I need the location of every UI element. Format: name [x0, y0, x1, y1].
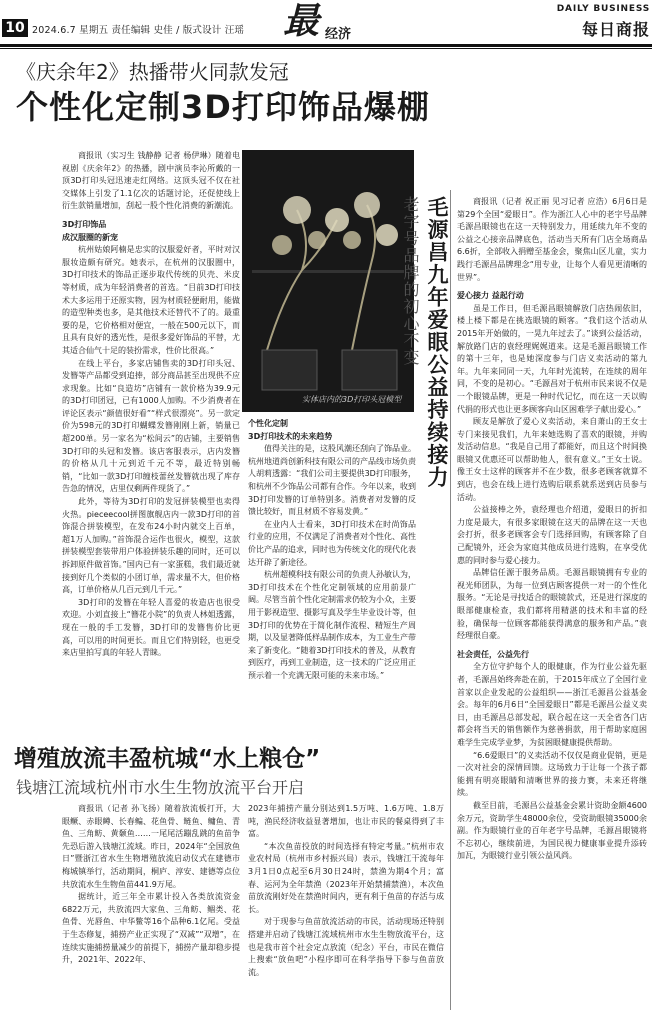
article2-vertical-headline: 毛源昌九年爱眼公益持续接力 [425, 196, 449, 489]
article1-kicker: 《庆余年2》热播带火同款发冠 [16, 60, 289, 84]
article3-paragraph: 2023年捕捞产量分别达到1.5万吨、1.6万吨、1.8万吨，渔民经济收益显著增加，也让市民的餐桌得到了丰富。 [248, 804, 444, 839]
article2-paragraph: 截至目前，毛源昌公益基金会累计资助金额4600余万元，资助学生48000余位，受资助眼镜35000余副。作为眼镜行业的百年老字号品牌，毛源昌眼镜将不忘初心，继续前进，为国民视力健康事业提升添砖加瓦，为眼镜行业引领公益风尚。 [457, 800, 647, 861]
masthead-big-char: 最 [283, 0, 320, 42]
article2-paragraph: 虽是工作日，但毛源昌眼镜解放门店热闹依旧，楼上楼下都是在挑选眼镜的顾客。“我们这个活动从2015年开始做的，一晃九年过去了。”谈到公益活动，解放路门店的袁经理娓娓道来。这是毛源昌眼镜工作的第十三年，也是她深度参与门店义卖活动的第九年。九年来同同一天，九年时光流转，在连续的周年同，不变的是初心。“毛源昌对于杭州市民来说不仅是一个眼镜品牌，更是一种时代记忆，而在这一天以购代捐的形式也让更多顾客向山区困难学子献出爱心。” [457, 303, 647, 414]
article1-subhead-2: 个性化定制 3D打印技术的未来趋势 [248, 419, 333, 441]
daily-business-label: DAILY BUSINESS [556, 4, 650, 14]
article3-paragraph: 据统计，近三年全市累计投入各类放流资金6822万元，共放流四大家鱼、三角鲂、鲴类、花鱼骨、光唇鱼、中华鳖等16个品种6.1亿尾。受益于生态修复，捕捞产业正实现了“双减”“双增”，在连续实施捕捞量减少的前提下，捕捞产量却稳步提升，2021年、2022年、 [62, 892, 240, 965]
article1-paragraph: 杭州姑娘阿楠是忠实的汉服爱好者，平时对汉服妆造颇有研究。她表示，在杭州的汉服圈中，3D打印技术的饰品正逐步取代传统的贝壳、米皮等材质，成为年轻消费者的首选。“目前3D打印技术大多运用于还原实物，因为材质轻便耐用，能做的造型种类也多，是其他技术还替代不了的。最重要的是，它价格相对便宜，一般在500元以下，而且具有良好的透光性，是很多爱好饰品的平替，尤其适合仙气十足的装扮需求，性价比很高。” [62, 245, 240, 355]
article3-paragraph: “本次鱼苗投放的时间选择有特定考量。”杭州市农业农村局（杭州市乡村振兴局）表示，钱塘江干流每年3月1日0点起至6月30日24时，禁渔为期4个月；富春、运河为全年禁渔（2023年开始禁捕禁渔），本次鱼苗放流刚好处在禁渔时间内，更有利于鱼苗的存活与成长。 [248, 841, 444, 914]
article1-paragraph: 此外，等待为3D打印的发冠拼装模型也卖得火热。pieceecool拼图旗舰店内一款3D打印的首饰混合拼装模型，在发布24小时内就交上百单，超1万人加购。”首饰混合运作也很火，模型，这款拼装模型套装带用户体验拼装乐趣的同时，还可以拆卸原件做首饰。”国内已有一家蛋糕，我们最近就接到好几个类似的小团订单，需求量不大，但价格高，订单价格从几百元到几千元。” [62, 497, 240, 595]
article2-subhead-2: 社会责任，公益先行 [457, 649, 529, 659]
header-rule-thin [0, 48, 652, 49]
headdress-model-illustration [242, 150, 414, 412]
article3-column-2 [248, 803, 444, 1018]
article1-paragraph: 3D打印的发簪在年轻人喜爱的妆造店也很受欢迎。小刘直接上“簪花小院”的负责人林姐透露，现在一般的手工发簪，3D打印的发簪售价比更高，可以用的时间更长。而且它们特别轻，也更受来店里拍写真的年轻人青睐。 [62, 597, 240, 658]
article2-subhead-1: 爱心接力 益起行动 [457, 291, 524, 301]
article1-photo [242, 150, 414, 412]
header-rule [0, 44, 652, 47]
paper-name: 每日商报 [581, 20, 650, 39]
issue-info: 2024.6.7 星期五 责任编辑 史佳 / 版式设计 汪瑶 [32, 25, 245, 36]
article1-column-2 [248, 418, 416, 718]
article3-subhead: 钱塘江流域杭州市水生生物放流平台开启 [16, 778, 305, 797]
column-divider [450, 190, 451, 1010]
article3-paragraph: 对于现参与鱼苗放流活动的市民，活动现场还特别搭建并启动了钱塘江流域杭州市水生生物放流平台，这也是我市首个社会定点放流（纪念）平台，市民在微信上搜索“放鱼吧”小程序即可在科学指导下参与鱼苗放流。 [248, 917, 444, 977]
article2-paragraph: 全方位守护每个人的眼健康，作为行业公益先驱者，毛源昌始终奔赴在前，于2015年成立了全国行业首家以企业发起的公益组织——浙江毛源昌公益基金会。每年的6月6日“全国爱眼日”都是毛源昌公益义卖日，由毛源昌总部发起，联合起在这一天全省各门店都会将当天的销售额作为慈善捐款，用于帮助家庭困难学生完成学业梦，为贫困眼健康提供帮助。 [457, 662, 647, 747]
article1-paragraph: 在业内人士看来，3D打印技术在时尚饰品行业的应用，不仅满足了消费者对个性化、高性价比产品的追求，同时也为传统文化的现代化表达开辟了新途径。 [248, 519, 416, 567]
article2-paragraph: 顾友是解放了爱心义卖活动，来自萧山的王女士专门来接见我们，九年来她选购了喜欢的眼镜，并购发活动信息。“我是自己用了都能好，而且这个时间换眼镜又优惠还可以帮助他人，很有意义。”王女士说。像王女士这样的顾客并不在少数，很多老顾客就算不到店，也会在线上进行选购后联系就系送到店员参与活动。 [457, 417, 647, 502]
photo-caption: 实体店内的3D打印头冠模型 [302, 395, 402, 404]
article2-vertical-subtitle: 老字号品牌的初心不变 [401, 196, 420, 366]
article1-lead: 商报讯（实习生 钱静静 记者 杨伊琳）随着电视剧《庆余年2》的热播，剧中演员李沁所戴的一顶3D打印头冠迅速走红网络。这顶头冠不仅在社交媒体上引发了1.1亿次的话题讨论，还促使线上衍生款销量增加，刮起一股个性化消费的新潮流。 [62, 151, 240, 211]
article1-subhead-1: 3D打印饰品 成汉服圈的新宠 [62, 219, 118, 242]
article2-paragraph: “6.6爱眼日”的义卖活动不仅仅是商业促销，更是一次对社会的深情回馈。这场致力于让每一个孩子都能拥有明亮眼睛和清晰世界的接力赛，未来还将继续。 [457, 750, 647, 798]
article1-paragraph: 杭州超模科技有限公司的负责人孙敏认为，3D打印技术在个性化定制领域的应用前景广阔。尽管当前个性化定制需求仍较为小众，主要用于影视造型、摄影写真及学生毕业设计等，但3D打印的优势在于简化制作流程、精短生产周期，以及显著降低样品制作成本，为工业生产带来了新变化。“随着3D打印技术的普及，从教育到医疗，再到工业制造，这一技术的广泛应用正预示着一个充满无限可能的未来市场。” [248, 570, 416, 680]
article2-lead: 商报讯（记者 祝正丽 见习记者 应浩）6月6日是第29个全国“爱眼日”。作为浙江人心中的老字号品牌毛源昌眼镜也在这一天特别发力，用延续九年不变的公益之心接亲品牌底色，活动当天所有门店全场商品6.6折，全部收入捐赠至基金会，聚焦山区儿童，实力践行毛源昌品牌理念“用专业，让每个人看见更清晰的世界”。 [457, 197, 647, 282]
article1-paragraph: 值得关注的是，这股风潮还刮向了饰品业。杭州地道尚创新科技有限公司的产品线市场负责人胡莉透露：“我们公司主要提供3D打印服务，和杭州不少饰品公司都有合作。今年以来，收到3D打印发簪的订单特别多。消费者对发簪的反馈比较好，而且材质不容易发黄。” [248, 444, 416, 517]
page-number: 10 [2, 19, 28, 37]
article3-paragraph: 商报讯（记者 孙飞扬）随着放流板打开，大眼鳜、赤眼鳟、长春鳊、花鱼骨、鲢鱼、鳙鱼、青鱼、三角鲂、黄颡鱼……一尾尾活蹦乱跳的鱼苗争先恐后游入钱塘江流域。昨日，2024年“全国放鱼日”暨浙江省水生生物增殖放流启动仪式在建德市梅城镇举行，活动期间，桐庐、淳安、建德等点位共放流水生生物鱼苗441.9万尾。 [62, 804, 240, 889]
article3-column-1 [62, 803, 240, 1018]
article1-headline: 个性化定制3D打印饰品爆棚 [16, 88, 430, 126]
article3-headline: 增殖放流丰盈杭城“水上粮仓” [14, 746, 321, 772]
article2-column [457, 196, 647, 1024]
article2-paragraph: 公益接棒之外，袁经理也介绍道，爱眼日的折扣力度是最大，有很多家眼镜在这天的品牌在这一天也会打折，很多老顾客会专门选择回购，有顾客除了自己配镜外，还会为家庭其他成员进行选购，在享受优惠的同时参与爱心接力。 [457, 505, 647, 565]
masthead-section: 经济 [325, 27, 352, 42]
article2-paragraph: 品牌信任源于服务品质。毛源昌眼镜拥有专业的视光师团队，为每一位到店顾客提供一对一的个性化服务。“无论是寻找适合的眼镜款式，还是进行深度的眼部健康检查，我们都将用精湛的技术和丰富的经验，确保每一位顾客都能获得满意的服务和产品。”袁经理很自豪。 [457, 568, 647, 641]
article1-paragraph: 在线上平台，多家店铺售卖的3D打印头冠、发簪等产品都受到追捧，部分商品甚至出现供不应求现象。比如“良造坊”店铺有一款价格为39.9元的3D打印团冠，已有1000人加购。不少消费者在评论区表示“颜值很好看”“样式很漂亮”。另一款定价为598元的3D打印蝴蝶发簪刚刚上新，销量已超200单。另一家名为“松间云”的店铺，主要销售3D打印的头冠和发簪。该店客服表示，店内发簪的价格从几十元到近千元不等，最近特别畅销，“比如一款3D打印缠枝蕾丝发簪就出现了库存告急的情况，店里仅剩两件现货了。” [62, 358, 240, 494]
